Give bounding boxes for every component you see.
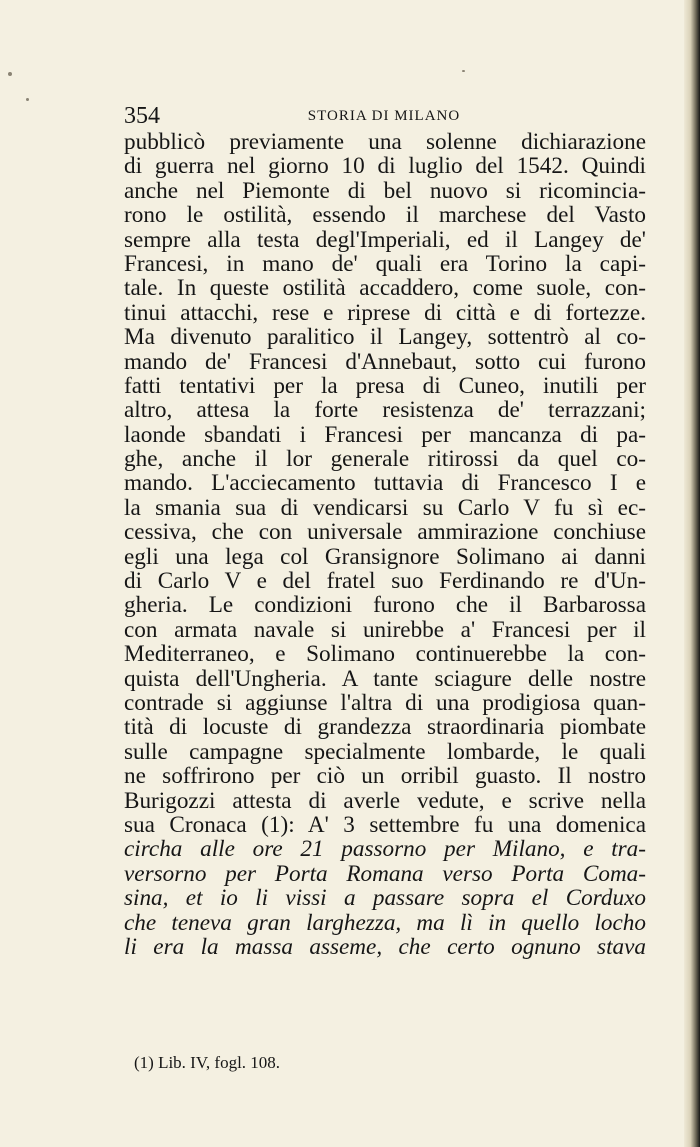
text-line: pubblicò previamente una solenne dichiarazione	[124, 130, 646, 155]
footnote: (1) Lib. IV, fogl. 108.	[134, 1053, 281, 1072]
text-line: fatti tentativi per la presa di Cuneo, inutili per	[124, 373, 646, 399]
text-line: mando de' Francesi d'Annebaut, sotto cui furono	[124, 349, 646, 374]
text-line: egli una lega col Gransignore Solimano ai danni	[124, 544, 646, 570]
text-line: sempre alla testa degl'Imperiali, ed il Langey de'	[124, 227, 646, 252]
text-line: ne soffrirono per ciò un orribil guasto. Il nostro	[124, 764, 646, 789]
text-line: sua Cronaca (1): A' 3 settembre fu una domenica	[124, 812, 646, 838]
text-line: cessiva, che con universale ammirazione conchiuse	[124, 520, 646, 545]
text-line: mando. L'acciecamento tuttavia di Francesco I e	[124, 471, 646, 496]
text-line: tinui attacchi, rese e riprese di città e di fortezze.	[124, 300, 646, 326]
text-line: Burigozzi attesta di averle vedute, e scrive nella	[124, 788, 646, 813]
text-line: li era la massa asseme, che certo ognuno stava	[124, 934, 646, 960]
speck	[8, 72, 12, 76]
text-line: di Carlo V e del fratel suo Ferdinando re d'Un-	[124, 569, 646, 594]
text-line: sina, et io li vissi a passare sopra el Corduxo	[124, 886, 646, 911]
text-line: sulle campagne specialmente lombarde, le quali	[124, 739, 646, 765]
text-line: quista dell'Ungheria. A tante sciagure delle nostre	[124, 666, 646, 691]
page-number: 354	[124, 103, 160, 129]
running-title: STORIA DI MILANO	[307, 108, 461, 124]
page-header	[124, 102, 644, 130]
text-line: contrade si aggiunse l'altra di una prodigiosa quan-	[124, 690, 646, 716]
body-text	[124, 130, 646, 959]
text-line: di guerra nel giorno 10 di luglio del 1542. Quindi	[124, 154, 646, 179]
speck	[462, 70, 465, 72]
text-line: Ma divenuto paralitico il Langey, sottentrò al co-	[124, 325, 646, 350]
text-line: con armata navale si unirebbe a' Francesi per il	[124, 617, 646, 643]
speck	[26, 98, 29, 101]
text-line: anche nel Piemonte di bel nuovo si ricomincia-	[124, 178, 646, 204]
text-line: rono le ostilità, essendo il marchese del Vasto	[124, 203, 646, 228]
text-line: altro, attesa la forte resistenza de' terrazzani;	[124, 398, 646, 423]
text-line: ghe, anche il lor generale ritirossi da quel co-	[124, 447, 646, 472]
text-line: la smania sua di vendicarsi su Carlo V fu sì ec-	[124, 495, 646, 521]
text-line: tale. In queste ostilità accaddero, come suole, con-	[124, 276, 646, 301]
text-line: tità di locuste di grandezza straordinaria piombate	[124, 715, 646, 740]
text-line: gheria. Le condizioni furono che il Barbarossa	[124, 593, 646, 618]
text-line: che teneva gran larghezza, ma lì in quello locho	[124, 910, 646, 935]
text-line: Francesi, in mano de' quali era Torino la capi-	[124, 251, 646, 277]
page-edge	[684, 0, 700, 1147]
text-line: Mediterraneo, e Solimano continuerebbe la con-	[124, 642, 646, 667]
text-line: circha alle ore 21 passorno per Milano, e tra-	[124, 837, 646, 862]
text-line: laonde sbandati i Francesi per mancanza di pa-	[124, 422, 646, 448]
text-line: versorno per Porta Romana verso Porta Coma-	[124, 861, 646, 887]
